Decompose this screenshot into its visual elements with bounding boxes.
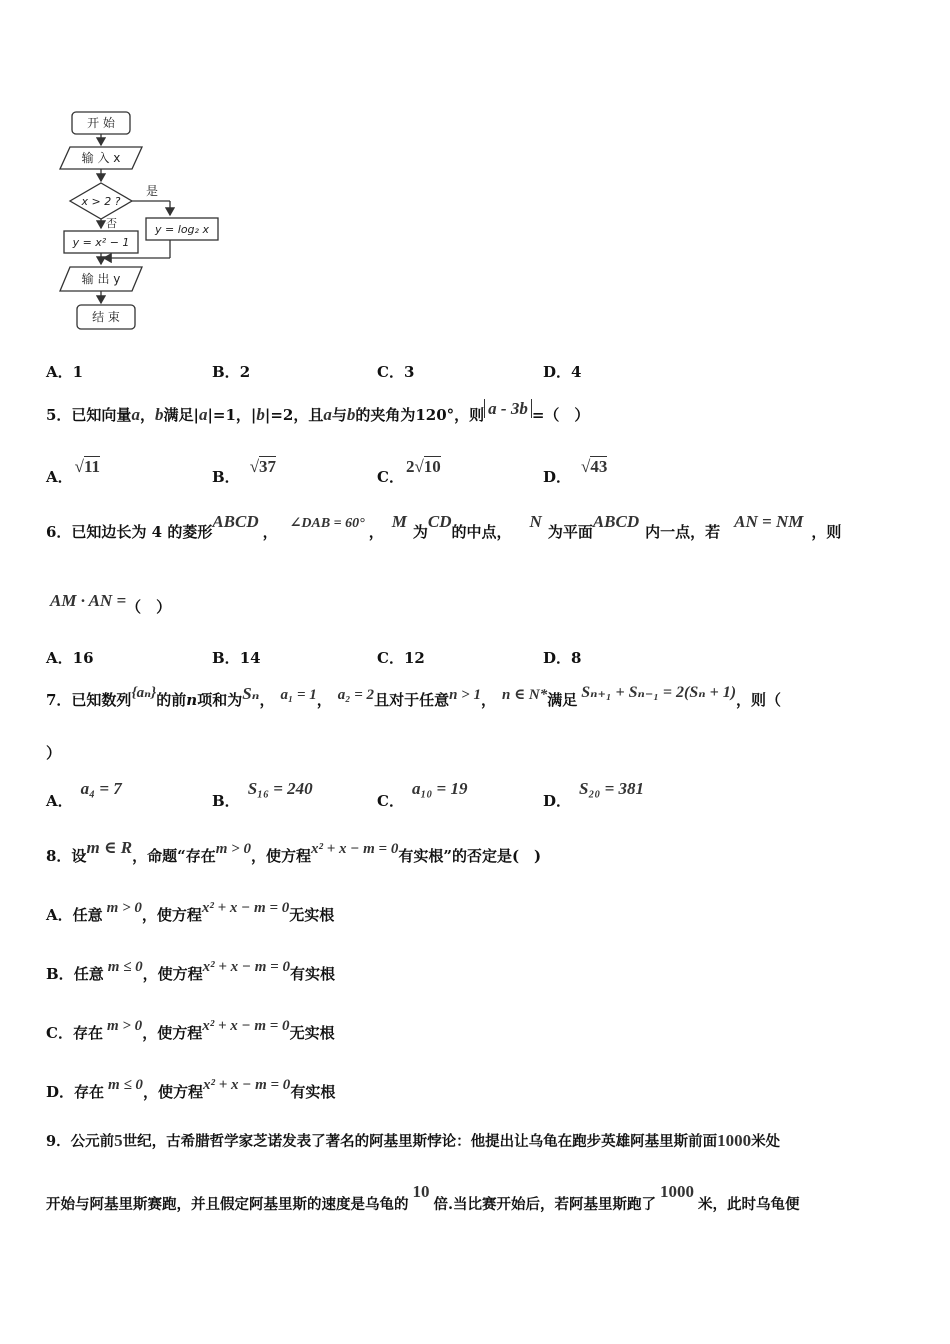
q9-line2: 开始与阿基里斯赛跑，并且假定阿基里斯的速度是乌龟的10倍.当比赛开始后，若阿基里斯跑了1000米，此时乌龟便 — [46, 1182, 800, 1213]
right-box-label: y = log₂ x — [155, 223, 209, 236]
q5-option-c[interactable]: C．2√10 — [377, 457, 441, 486]
left-box-label: y = x² − 1 — [72, 236, 130, 249]
q8-option-b[interactable]: B．任意 m ≤ 0，使方程x² + x − m = 0有实根 — [46, 959, 335, 983]
q6-stem: 6．已知边长为 4 的菱形ABCD， ∠DAB = 60° ，M为CD的中点，N为平面ABCD内一点，若AN = NM，则 — [46, 512, 842, 541]
q7-option-b[interactable]: B．S₁₆ = 240 — [212, 779, 313, 810]
q6-stem-line2: AM · AN =（ ） — [50, 591, 172, 616]
q7-option-d[interactable]: D．S₂₀ = 381 — [543, 779, 645, 810]
q7-stem-close: ） — [46, 744, 62, 762]
q7-option-a[interactable]: A．a₄ = 7 — [46, 779, 122, 810]
q4-option-c[interactable]: C．3 — [377, 363, 415, 381]
flowchart — [50, 105, 230, 335]
q5-stem: 5．已知向量a，b满足|a|=1，|b|=2，且a与b的夹角为120°，则 a - 3b =（ ） — [46, 399, 590, 424]
q8-option-a[interactable]: A．任意 m > 0，使方程x² + x − m = 0无实根 — [46, 900, 335, 924]
condition-label: x > 2 ? — [81, 195, 121, 208]
q5-option-b[interactable]: B．√37 — [212, 457, 277, 486]
q8-option-c[interactable]: C．存在 m > 0，使方程x² + x − m = 0无实根 — [46, 1018, 335, 1042]
q7-option-c[interactable]: C．a₁₀ = 19 — [377, 779, 468, 810]
q5-option-a[interactable]: A．√11 — [46, 457, 101, 486]
q6-option-b[interactable]: B．14 — [212, 649, 261, 667]
q9-line1: 9．公元前5世纪，古希腊哲学家芝诺发表了著名的阿基里斯悖论：他提出让乌龟在跑步英雄阿基里斯前面1000米处 — [46, 1131, 781, 1150]
q8-stem: 8．设m ∈ R，命题“存在m > 0，使方程x² + x − m = 0有实根”的否定是( ) — [46, 838, 542, 865]
q6-option-d[interactable]: D．8 — [543, 649, 582, 667]
q4-option-b[interactable]: B．2 — [212, 363, 251, 381]
input-label: 输 入 x — [81, 151, 121, 165]
no-label: 否 — [106, 217, 117, 230]
q5-option-d[interactable]: D．√43 — [543, 457, 608, 486]
yes-label: 是 — [146, 184, 159, 198]
q7-stem: 7．已知数列{aₙ}的前n项和为Sₙ， a₁ = 1， a₂ = 2且对于任意n > 1， n ∈ N*满足 Sₙ₊₁ + Sₙ₋₁ = 2(Sₙ + 1)，则（ — [46, 684, 782, 709]
q4-option-a[interactable]: A．1 — [46, 363, 84, 381]
start-label: 开 始 — [87, 116, 115, 130]
q6-option-a[interactable]: A．16 — [46, 649, 94, 667]
q8-option-d[interactable]: D．存在 m ≤ 0，使方程x² + x − m = 0有实根 — [46, 1077, 336, 1101]
output-label: 输 出 y — [81, 272, 121, 286]
q4-option-d[interactable]: D．4 — [543, 363, 582, 381]
q6-option-c[interactable]: C．12 — [377, 649, 425, 667]
end-label: 结 束 — [92, 310, 120, 324]
